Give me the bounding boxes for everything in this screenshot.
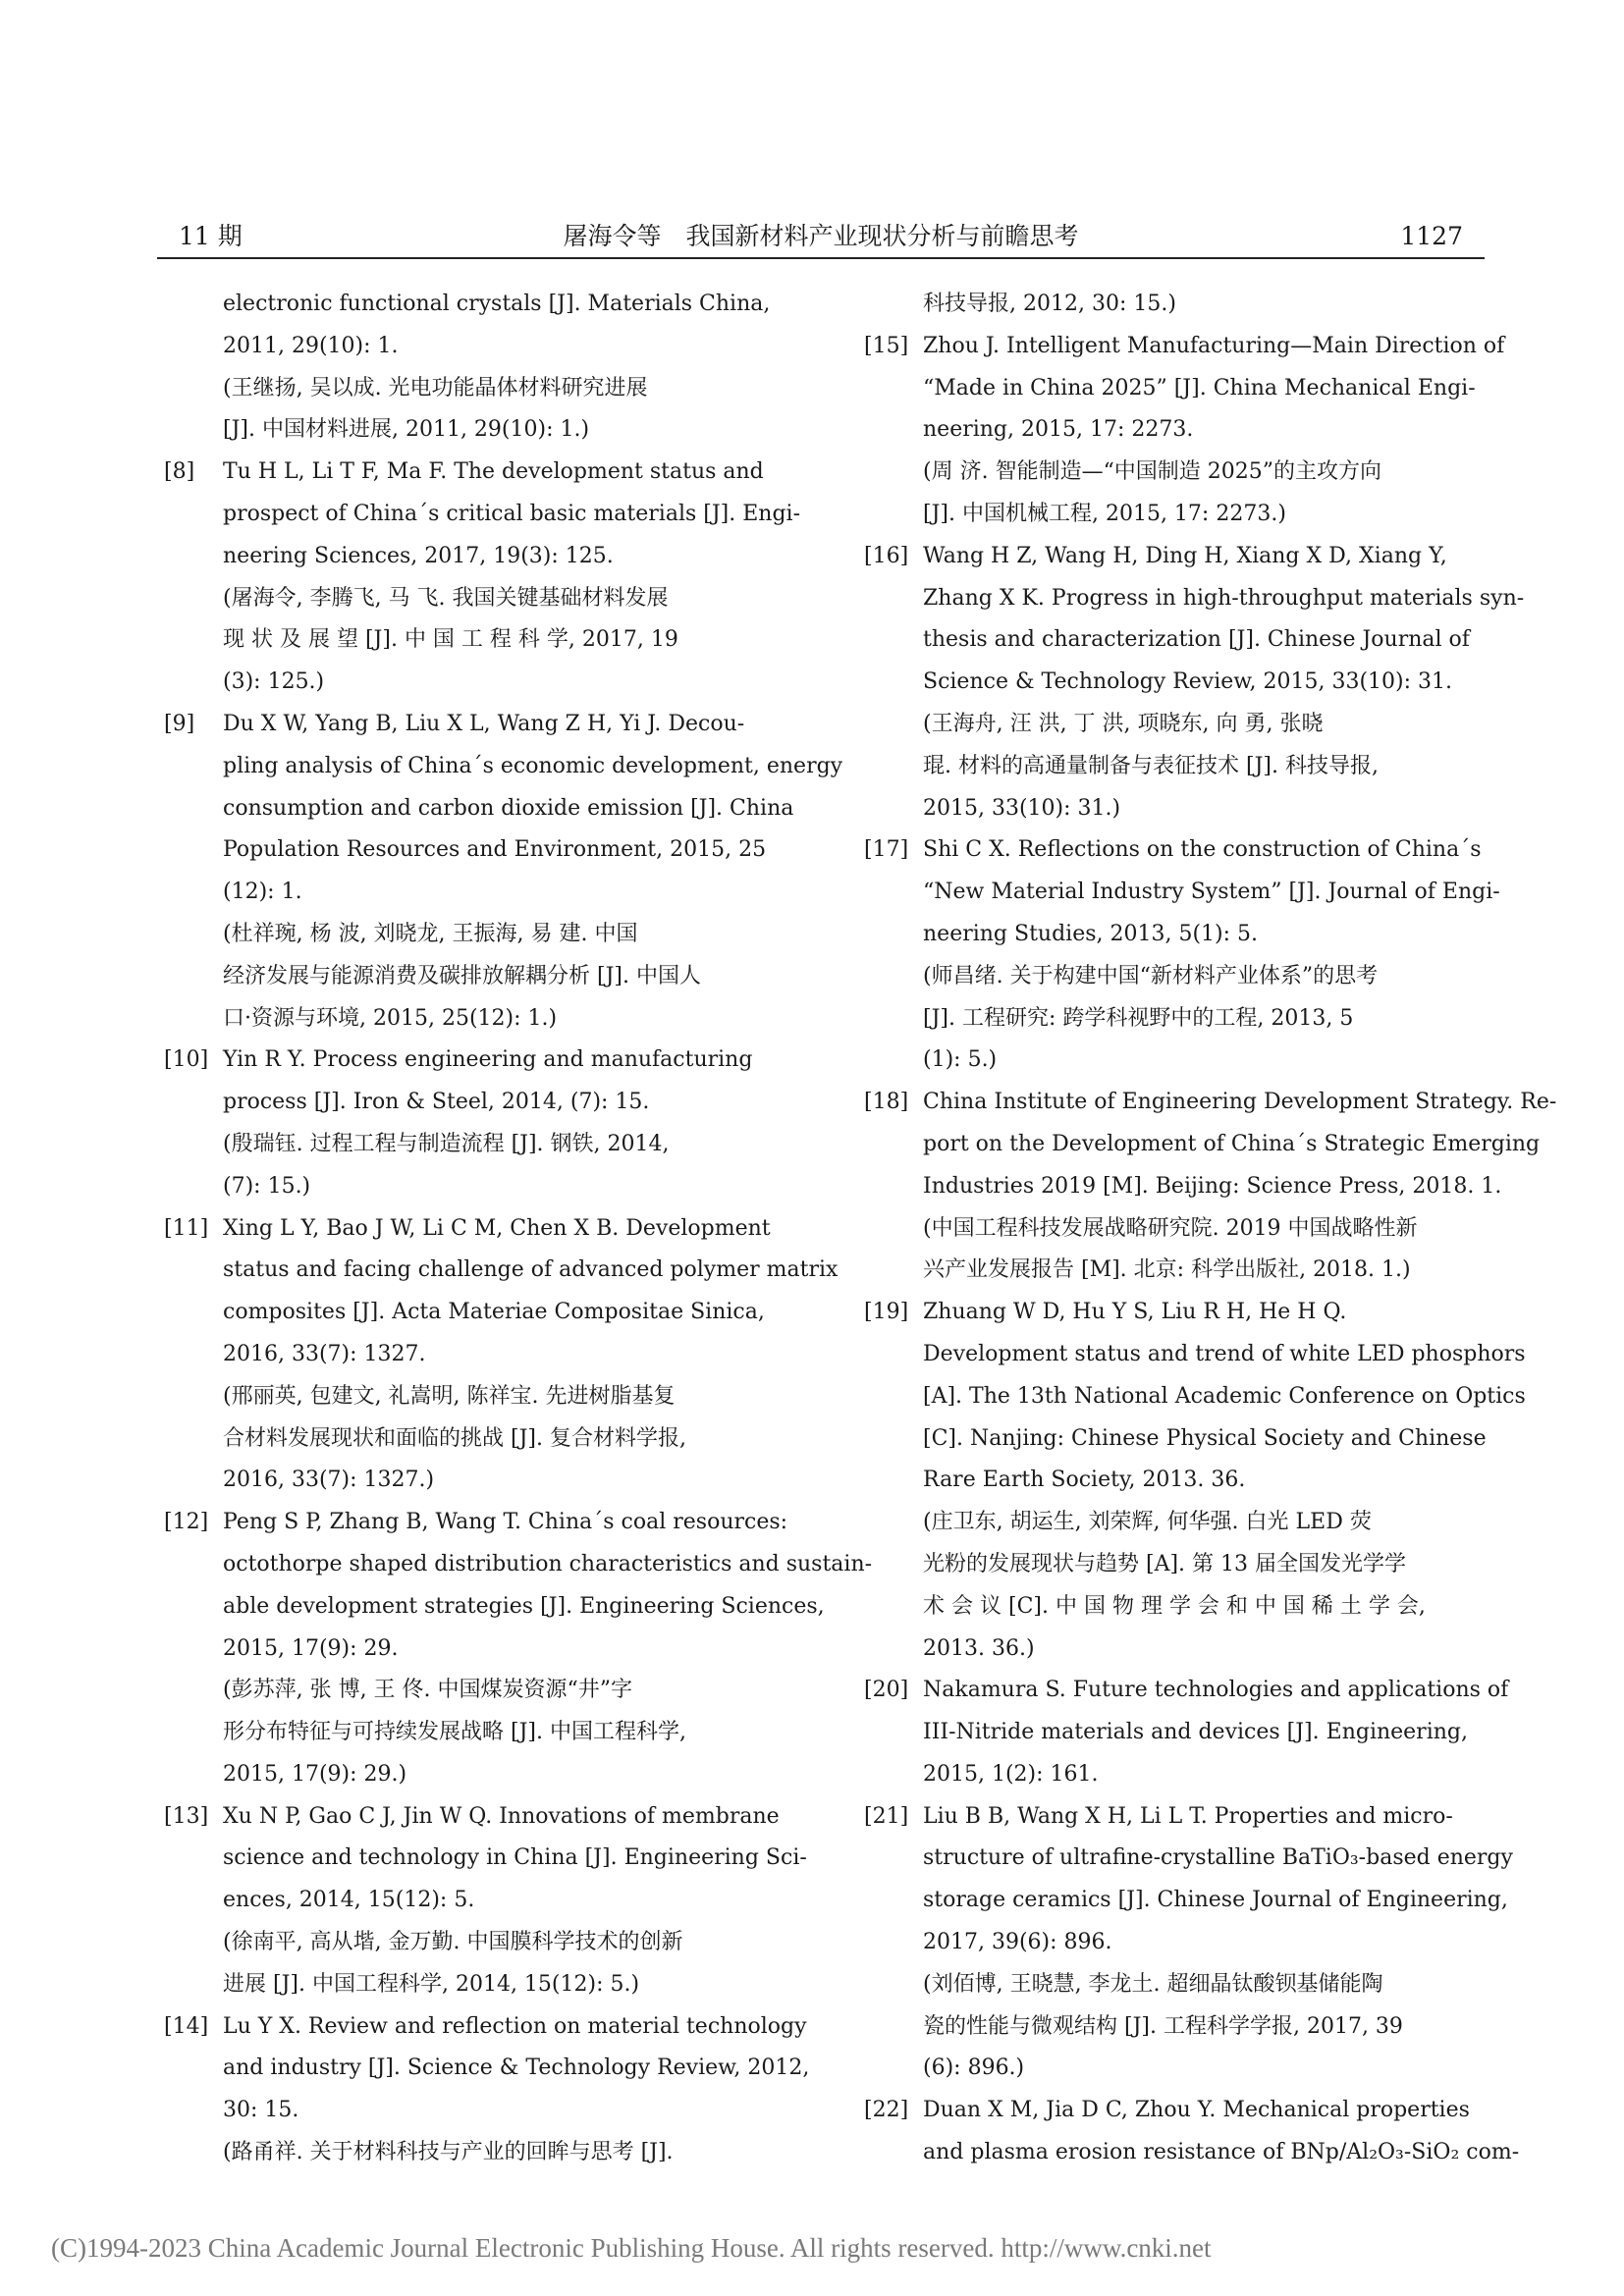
reference-line: 琨. 材料的高通量制备与表征技术 [J]. 科技导报,: [923, 753, 1379, 778]
reference-line: 2017, 39(6): 896.: [923, 1930, 1112, 1955]
reference-line: (王海舟, 汪 洪, 丁 洪, 项晓东, 向 勇, 张晓: [923, 711, 1324, 736]
reference-line: Development status and trend of white LED phosphors: [923, 1341, 1526, 1366]
reference-line: Science & Technology Review, 2015, 33(10): 31.: [923, 669, 1452, 695]
reference-entry: [923, 284, 1485, 326]
reference-line: octothorpe shaped distribution characteristics and sustain-: [223, 1551, 873, 1576]
reference-number: [8]: [164, 459, 195, 485]
reference-line: (刘佰博, 王晓慧, 李龙土. 超细晶钛酸钡基储能陶: [923, 1971, 1383, 1997]
reference-line: (彭苏萍, 张 博, 王 佟. 中国煤炭资源“井”字: [223, 1678, 633, 1703]
reference-column-right: [864, 284, 1557, 2174]
reference-line: and industry [J]. Science & Technology Review, 2012,: [223, 2056, 810, 2081]
reference-line: electronic functional crystals [J]. Materials China,: [223, 292, 771, 316]
reference-line: (殷瑞钰. 过程工程与制造流程 [J]. 钢铁, 2014,: [223, 1131, 670, 1156]
reference-line: [A]. The 13th National Academic Conference on Optics: [923, 1383, 1526, 1409]
reference-number: [18]: [864, 1090, 909, 1115]
reference-entry: [164, 1208, 839, 1503]
reference-entry: [864, 536, 1525, 830]
reference-line: status and facing challenge of advanced polymer matrix: [223, 1257, 839, 1283]
reference-line: 2015, 1(2): 161.: [923, 1761, 1099, 1787]
reference-line: 瓷的性能与微观结构 [J]. 工程科学学报, 2017, 39: [923, 2013, 1403, 2039]
reference-line: 兴产业发展报告 [M]. 北京: 科学出版社, 2018. 1.): [923, 1257, 1411, 1283]
reference-number: [16]: [864, 543, 909, 568]
reference-line: (中国工程科技发展战略研究院. 2019 中国战略性新: [923, 1215, 1418, 1241]
copyright-footer: (C)1994-2023 China Academic Journal Electronic Publishing House. All rights reserved. http://www.cnki.net: [51, 2233, 1212, 2263]
reference-line: structure of ultrafine-crystalline BaTiO₃-based energy: [923, 1845, 1513, 1871]
reference-entry: [864, 1670, 1509, 1795]
reference-line: (1): 5.): [923, 1047, 998, 1073]
reference-line: thesis and characterization [J]. Chinese Journal of: [923, 627, 1470, 653]
reference-entry: [864, 1082, 1557, 1292]
running-header: [157, 218, 1485, 255]
reference-line: (7): 15.): [223, 1173, 311, 1199]
reference-line: process [J]. Iron & Steel, 2014, (7): 15.: [223, 1090, 650, 1115]
reference-line: Zhang X K. Progress in high-throughput materials syn-: [923, 585, 1525, 611]
reference-line: (6): 896.): [923, 2056, 1025, 2081]
reference-line: (杜祥琬, 杨 波, 刘晓龙, 王振海, 易 建. 中国: [223, 921, 638, 946]
reference-entry: [164, 452, 801, 704]
reference-line: Industries 2019 [M]. Beijing: Science Press, 2018. 1.: [923, 1173, 1502, 1199]
reference-entry: [864, 1796, 1513, 2091]
reference-line: Shi C X. Reflections on the construction of China´s: [923, 837, 1482, 863]
reference-entry: [864, 326, 1505, 536]
reference-number: [9]: [164, 711, 195, 736]
reference-line: (屠海令, 李腾飞, 马 飞. 我国关键基础材料发展: [223, 585, 669, 611]
reference-line: (邢丽英, 包建文, 礼嵩明, 陈祥宝. 先进树脂基复: [223, 1383, 676, 1409]
reference-number: [10]: [164, 1047, 209, 1073]
reference-line: [J]. 工程研究: 跨学科视野中的工程, 2013, 5: [923, 1005, 1354, 1031]
reference-number: [13]: [164, 1803, 209, 1829]
reference-entry: [223, 284, 785, 452]
reference-line: able development strategies [J]. Engineering Sciences,: [223, 1593, 825, 1619]
reference-line: ences, 2014, 15(12): 5.: [223, 1888, 475, 1913]
reference-line: storage ceramics [J]. Chinese Journal of Engineering,: [923, 1888, 1508, 1913]
reference-line: 口·资源与环境, 2015, 25(12): 1.): [223, 1005, 558, 1031]
reference-line: Nakamura S. Future technologies and applications of: [923, 1678, 1509, 1703]
reference-line: pling analysis of China´s economic development, energy: [223, 753, 843, 778]
reference-number: [19]: [864, 1300, 909, 1325]
reference-line: Xu N P, Gao C J, Jin W Q. Innovations of membrane: [223, 1803, 780, 1829]
reference-line: Rare Earth Society, 2013. 36.: [923, 1468, 1246, 1493]
reference-line: 2015, 17(9): 29.): [223, 1761, 407, 1787]
reference-line: 现 状 及 展 望 [J]. 中 国 工 程 科 学, 2017, 19: [223, 627, 678, 653]
reference-line: prospect of China´s critical basic materials [J]. Engi-: [223, 501, 801, 526]
reference-line: Tu H L, Li T F, Ma F. The development status and: [223, 459, 764, 485]
reference-line: 2016, 33(7): 1327.: [223, 1341, 426, 1366]
reference-number: [15]: [864, 333, 909, 358]
reference-line: [C]. Nanjing: Chinese Physical Society and Chinese: [923, 1425, 1487, 1451]
reference-entry: [164, 2006, 810, 2174]
reference-line: III-Nitride materials and devices [J]. Engineering,: [923, 1720, 1468, 1745]
reference-line: neering Sciences, 2017, 19(3): 125.: [223, 543, 614, 568]
reference-number: [20]: [864, 1678, 909, 1703]
reference-line: 经济发展与能源消费及碳排放解耦分析 [J]. 中国人: [223, 963, 701, 988]
reference-line: 2016, 33(7): 1327.): [223, 1468, 435, 1493]
reference-line: science and technology in China [J]. Engineering Sci-: [223, 1845, 807, 1871]
reference-number: [12]: [164, 1510, 209, 1535]
reference-entry: [164, 1502, 873, 1796]
reference-line: [J]. 中国机械工程, 2015, 17: 2273.): [923, 501, 1286, 526]
reference-line: 术 会 议 [C]. 中 国 物 理 学 会 和 中 国 稀 土 学 会,: [923, 1593, 1426, 1619]
reference-line: Wang H Z, Wang H, Ding H, Xiang X D, Xiang Y,: [923, 543, 1447, 568]
reference-line: 2015, 33(10): 31.): [923, 795, 1121, 821]
reference-entry: [864, 1292, 1526, 1670]
reference-line: and plasma erosion resistance of BNp/Al₂O₃-SiO₂ com-: [923, 2140, 1520, 2165]
reference-number: [11]: [164, 1215, 209, 1241]
reference-line: 进展 [J]. 中国工程科学, 2014, 15(12): 5.): [223, 1971, 640, 1997]
reference-line: Peng S P, Zhang B, Wang T. China´s coal resources:: [223, 1510, 788, 1535]
reference-line: [J]. 中国材料进展, 2011, 29(10): 1.): [223, 417, 590, 443]
reference-line: (路甬祥. 关于材料科技与产业的回眸与思考 [J].: [223, 2140, 674, 2165]
reference-entry: [864, 829, 1500, 1082]
reference-line: 科技导报, 2012, 30: 15.): [923, 292, 1176, 316]
reference-number: [22]: [864, 2098, 909, 2123]
reference-line: Zhou J. Intelligent Manufacturing—Main Direction of: [923, 333, 1505, 358]
reference-entry: [164, 1040, 785, 1207]
reference-line: 光粉的发展现状与趋势 [A]. 第 13 届全国发光学学: [923, 1551, 1407, 1576]
reference-line: Zhuang W D, Hu Y S, Liu R H, He H Q.: [923, 1300, 1347, 1325]
running-title: 屠海令等 我国新材料产业现状分析与前瞻思考: [563, 222, 1079, 250]
reference-line: 2011, 29(10): 1.: [223, 333, 399, 358]
issue-number: 11 期: [179, 222, 243, 250]
reference-line: (12): 1.: [223, 880, 302, 905]
reference-line: 形分布特征与可持续发展战略 [J]. 中国工程科学,: [223, 1720, 686, 1745]
reference-entry: [864, 2090, 1520, 2174]
reference-line: 合材料发展现状和面临的挑战 [J]. 复合材料学报,: [223, 1425, 686, 1451]
reference-line: Duan X M, Jia D C, Zhou Y. Mechanical properties: [923, 2098, 1470, 2123]
reference-number: [17]: [864, 837, 909, 863]
reference-line: (3): 125.): [223, 669, 325, 695]
reference-line: Liu B B, Wang X H, Li L T. Properties and micro-: [923, 1803, 1453, 1829]
reference-line: 30: 15.: [223, 2098, 299, 2123]
reference-line: port on the Development of China´s Strategic Emerging: [923, 1131, 1541, 1156]
reference-entry: [164, 704, 843, 1040]
reference-line: Du X W, Yang B, Liu X L, Wang Z H, Yi J. Decou-: [223, 711, 745, 736]
reference-line: (王继扬, 吴以成. 光电功能晶体材料研究进展: [223, 375, 648, 400]
reference-line: Lu Y X. Review and reflection on material technology: [223, 2013, 807, 2039]
reference-line: neering Studies, 2013, 5(1): 5.: [923, 921, 1259, 946]
reference-line: composites [J]. Acta Materiae Compositae Sinica,: [223, 1300, 765, 1325]
reference-entry: [164, 1796, 807, 2006]
reference-line: China Institute of Engineering Development Strategy. Re-: [923, 1090, 1557, 1115]
reference-line: Yin R Y. Process engineering and manufacturing: [223, 1047, 753, 1073]
reference-number: [14]: [164, 2013, 209, 2039]
reference-column-left: [164, 284, 873, 2174]
reference-line: (徐南平, 高从堦, 金万勤. 中国膜科学技术的创新: [223, 1930, 683, 1955]
reference-line: Population Resources and Environment, 2015, 25: [223, 837, 767, 863]
reference-line: Xing L Y, Bao J W, Li C M, Chen X B. Development: [223, 1215, 771, 1241]
reference-line: 2015, 17(9): 29.: [223, 1635, 399, 1661]
reference-line: (师昌绪. 关于构建中国“新材料产业体系”的思考: [923, 963, 1379, 988]
reference-line: 2013. 36.): [923, 1635, 1035, 1661]
reference-line: consumption and carbon dioxide emission [J]. China: [223, 795, 794, 821]
reference-number: [21]: [864, 1803, 909, 1829]
reference-line: “New Material Industry System” [J]. Journal of Engi-: [923, 880, 1500, 905]
reference-line: (周 济. 智能制造—“中国制造 2025”的主攻方向: [923, 459, 1382, 485]
header-rule: [157, 257, 1485, 259]
page-number: 1127: [1400, 222, 1463, 250]
reference-line: (庄卫东, 胡运生, 刘荣辉, 何华强. 白光 LED 荧: [923, 1510, 1372, 1535]
reference-line: neering, 2015, 17: 2273.: [923, 417, 1194, 443]
reference-line: “Made in China 2025” [J]. China Mechanical Engi-: [923, 375, 1476, 400]
